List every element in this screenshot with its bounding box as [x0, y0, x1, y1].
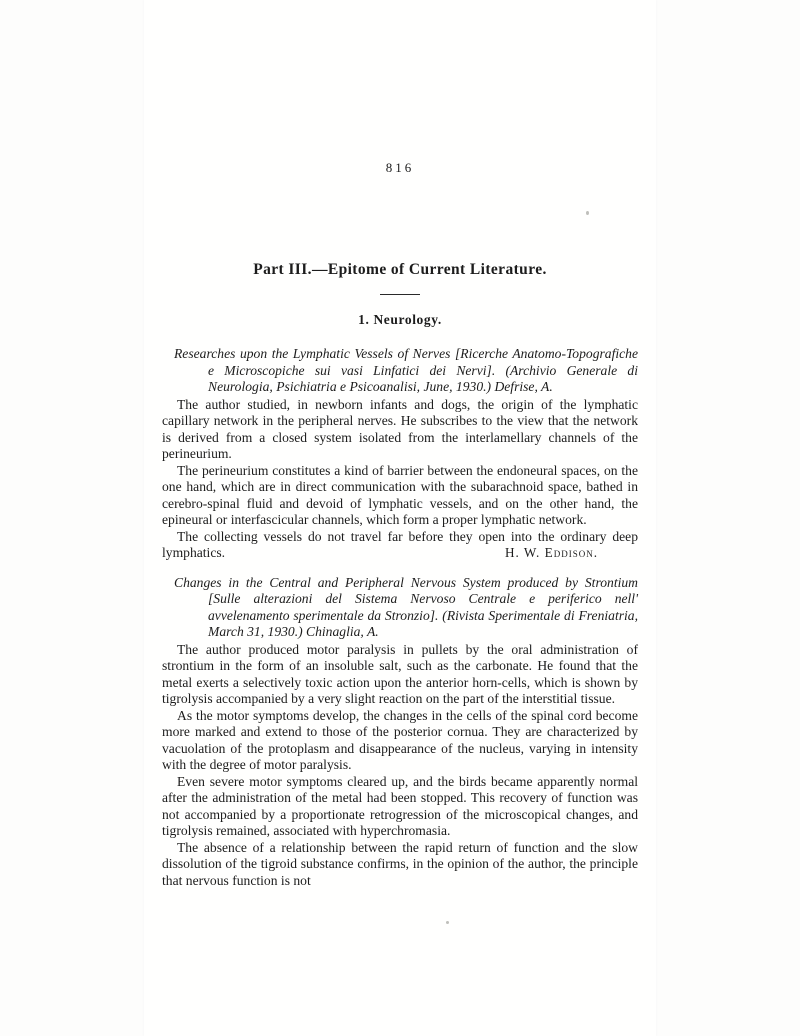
abstract-paragraph: The perineurium constitutes a kind of barrier between the endoneural spaces, on the one hand, which are in direct communication with the subarachnoid space, bathed in cerebro-spinal fluid and devoid of lymphatic vessels, and on the other hand, the epineural or interfascicular channels, which form a proper lymphatic network.	[162, 462, 638, 527]
page-number: 816	[385, 160, 415, 175]
abstract-paragraph: The author studied, in newborn infants and dogs, the origin of the lymphatic capillary network in the peripheral nerves. He subscribes to the view that the network is derived from a closed system isolated from the interlamellary channels of the perineurium.	[162, 396, 638, 461]
abstract-paragraph: The collecting vessels do not travel far before they open into the ordinary deep lymphatics.	[162, 528, 638, 560]
article-strontium-changes	[162, 575, 638, 890]
page-title: Part III.—Epitome of Current Literature.	[253, 261, 547, 278]
scan-artifact	[586, 211, 589, 215]
abstract-paragraph: The absence of a relationship between the rapid return of function and the slow dissolution of the tigroid substance confirms, in the opinion of the author, the principle that nervous function is not	[162, 839, 638, 888]
article-citation: Researches upon the Lymphatic Vessels of Nerves [Ricerche Anatomo-Topografiche e Microscopiche sui vasi Linfatici dei Nervi]. (Archivio Generale di Neurologia, Psichiatria e Psicoanalisi, June, 1930.) Defrise, A.	[174, 346, 638, 394]
abstract-paragraph: The author produced motor paralysis in pullets by the oral administration of strontium in the form of an insoluble salt, such as the carbonate. He found that the metal exerts a selectively toxic action upon the anterior horn-cells, which is shown by tigrolysis accompanied by a very slight reaction on the part of the interstitial tissue.	[162, 641, 638, 706]
page-content	[162, 0, 638, 889]
scan-artifact	[446, 921, 449, 924]
scanned-page	[144, 0, 656, 1036]
article-lymphatic-vessels	[162, 346, 638, 562]
reviewer-signature: H. W. Eddison.	[504, 545, 598, 560]
article-citation: Changes in the Central and Peripheral Nervous System produced by Strontium [Sulle alterazioni del Sistema Nervoso Centrale e periferico nell' avvelenamento sperimentale da Stronzio]. (Rivista Sperimentale di Freniatria, March 31, 1930.) Chinaglia, A.	[174, 574, 638, 639]
section-heading: 1. Neurology.	[358, 312, 442, 327]
abstract-paragraph: Even severe motor symptoms cleared up, and the birds became apparently normal after the administration of the metal had been stopped. This recovery of function was not accompanied by a proportionate retrogression of the microscopical changes, and tigrolysis remained, associated with hyperchromasia.	[162, 773, 638, 838]
title-divider	[380, 294, 420, 295]
abstract-paragraph: As the motor symptoms develop, the changes in the cells of the spinal cord become more marked and extend to those of the posterior cornua. They are characterized by vacuolation of the protoplasm and disappearance of the nucleus, varying in intensity with the degree of motor paralysis.	[162, 707, 638, 772]
